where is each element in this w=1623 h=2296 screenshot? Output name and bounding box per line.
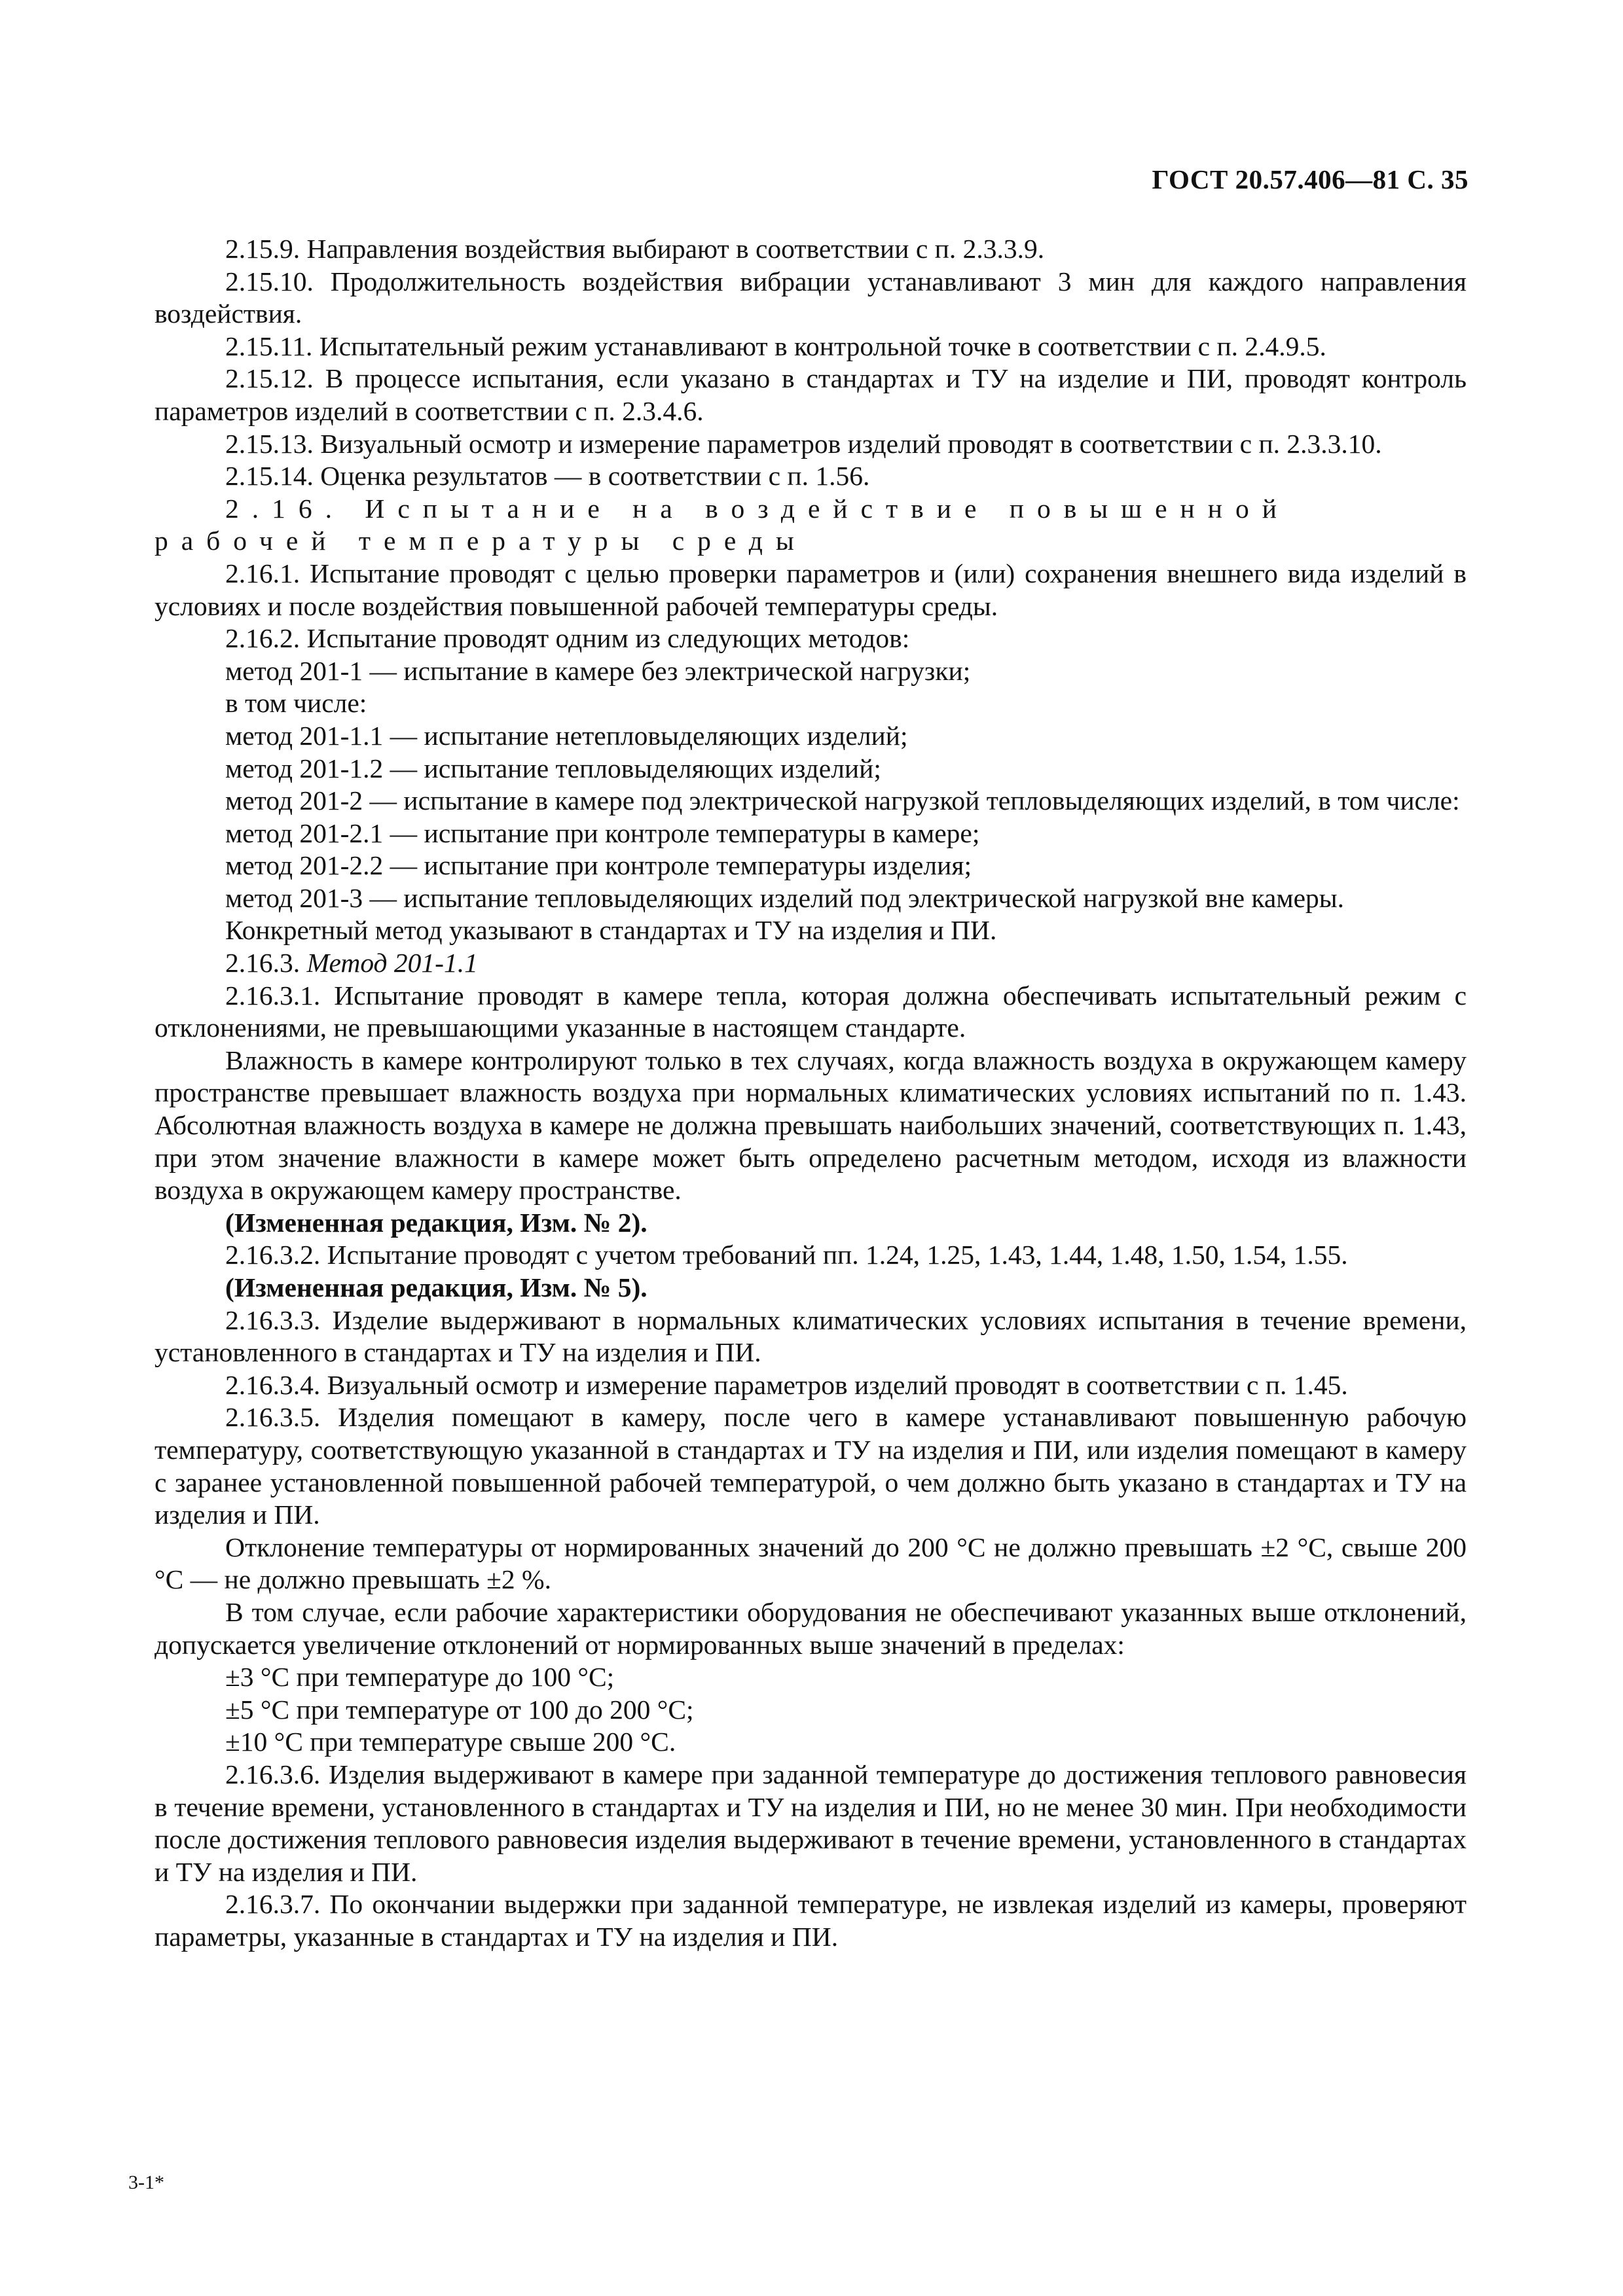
- paragraph-text: 2.15.10. Продолжительность воздействия вибрации устанавливают 3 мин для каждого направления воздействия.: [155, 266, 1467, 329]
- paragraph: [155, 980, 1467, 1045]
- paragraph-text: (Измененная редакция, Изм. № 5).: [225, 1272, 647, 1302]
- paragraph-text: 2.16.3.4. Визуальный осмотр и измерение параметров изделий проводят в соответствии с п. 1.45.: [225, 1369, 1348, 1400]
- paragraph-text: метод 201-3 — испытание тепловыделяющих изделий под электрической нагрузкой вне камеры.: [225, 882, 1345, 913]
- paragraph: [155, 720, 1467, 753]
- paragraph-text: 2.16.3.6. Изделия выдерживают в камере при заданной температуре до достижения теплового равновесия в течение времени, установленного в стандартах и ТУ на изделия и ПИ, но не менее 30 мин. При необходимости после достижения теплового равновесия изделия выдерживают в течение времени, установленного в стандартах и ТУ на изделия и ПИ.: [155, 1759, 1467, 1887]
- paragraph-text: метод 201-1 — испытание в камере без электрической нагрузки;: [225, 655, 971, 686]
- paragraph-text: метод 201-1.2 — испытание тепловыделяющих изделий;: [225, 753, 881, 783]
- paragraph-text: ±3 °С при температуре до 100 °С;: [225, 1662, 615, 1693]
- paragraph: [155, 363, 1467, 427]
- paragraph-text: Конкретный метод указывают в стандартах и ТУ на изделия и ПИ.: [225, 915, 997, 946]
- paragraph: [155, 428, 1467, 461]
- paragraph-text: метод 201-2.2 — испытание при контроле температуры изделия;: [225, 850, 972, 881]
- paragraph: [155, 687, 1467, 720]
- paragraph: [155, 947, 1467, 980]
- paragraph: [155, 1207, 1467, 1240]
- paragraph: [155, 1304, 1467, 1369]
- paragraph: [155, 882, 1467, 915]
- page-header: ГОСТ 20.57.406—81 С. 35: [1152, 164, 1468, 194]
- paragraph-text: 2.16.3.3. Изделие выдерживают в нормальных климатических условиях испытания в течение времени, установленного в стандартах и ТУ на изделия и ПИ.: [155, 1304, 1467, 1368]
- paragraph-text: метод 201-1.1 — испытание нетепловыделяющих изделий;: [225, 720, 908, 751]
- paragraph-text: 2.15.14. Оценка результатов — в соответствии с п. 1.56.: [225, 461, 870, 492]
- document-body: [155, 233, 1467, 1953]
- paragraph: [155, 817, 1467, 850]
- paragraph-text: 2.16.3.5. Изделия помещают в камеру, после чего в камере устанавливают повышенную рабочую температуру, соответствующую указанной в стандартах и ТУ на изделия и ПИ, или изделия помещают в камеру с заранее установленной повышенной рабочей температурой, о чем должно быть указано в стандартах и ТУ на изделия и ПИ.: [155, 1402, 1467, 1530]
- paragraph: [155, 493, 1467, 558]
- paragraph-text: метод 201-2 — испытание в камере под электрической нагрузкой тепловыделяющих изделий, в том числе:: [225, 785, 1460, 816]
- paragraph: [155, 850, 1467, 882]
- paragraph-text: Отклонение температуры от нормированных значений до 200 °С не должно превышать ±2 °С, свыше 200 °С — не должно превышать ±2 %.: [155, 1532, 1467, 1595]
- paragraph-text: (Измененная редакция, Изм. № 2).: [225, 1207, 647, 1238]
- paragraph-text: 2.16.3.7. По окончании выдержки при заданной температуре, не извлекая изделий из камеры, проверяют параметры, указанные в стандартах и ТУ на изделия и ПИ.: [155, 1889, 1467, 1952]
- paragraph: [155, 1726, 1467, 1759]
- paragraph: [155, 1596, 1467, 1661]
- paragraph-text: 2.16.3.2. Испытание проводят с учетом требований пп. 1.24, 1.25, 1.43, 1.44, 1.48, 1.50, 1.54, 1.55.: [225, 1240, 1348, 1270]
- paragraph-text: 2.15.11. Испытательный режим устанавливают в контрольной точке в соответствии с п. 2.4.9.5.: [225, 331, 1326, 361]
- paragraph-text: метод 201-2.1 — испытание при контроле температуры в камере;: [225, 817, 980, 848]
- paragraph: [155, 1272, 1467, 1304]
- paragraph-text: Влажность в камере контролируют только в тех случаях, когда влажность воздуха в окружающем камеру пространстве превышает влажность воздуха при нормальных климатических условиях испытаний по п. 1.43. Абсолютная влажность воздуха в камере не должна превышать наибольших значений, соответствующих п. 1.43, при этом значение влажности в камере может быть определено расчетным методом, исходя из влажности воздуха в окружающем камеру пространстве.: [155, 1045, 1467, 1206]
- paragraph-text: ±5 °С при температуре от 100 до 200 °С;: [225, 1694, 694, 1725]
- paragraph-text: 2.15.12. В процессе испытания, если указано в стандартах и ТУ на изделие и ПИ, проводят контроль параметров изделий в соответствии с п. 2.3.4.6.: [155, 363, 1467, 426]
- paragraph: [155, 1239, 1467, 1272]
- paragraph: [155, 460, 1467, 493]
- paragraph-text: 2.16.3.: [225, 948, 307, 978]
- paragraph: [155, 1369, 1467, 1402]
- paragraph: [155, 558, 1467, 622]
- paragraph: [155, 1401, 1467, 1531]
- paragraph-text: 2.16.3.1. Испытание проводят в камере тепла, которая должна обеспечивать испытательный режим с отклонениями, не превышающими указанные в настоящем стандарте.: [155, 980, 1467, 1043]
- paragraph-text: 2.16.2. Испытание проводят одним из следующих методов:: [225, 623, 910, 654]
- paragraph: [155, 785, 1467, 817]
- paragraph: [155, 1532, 1467, 1596]
- paragraph-text: В том случае, если рабочие характеристики оборудования не обеспечивают указанных выше отклонений, допускается увеличение отклонений от нормированных выше значений в пределах:: [155, 1596, 1467, 1660]
- paragraph-text: 2.15.9. Направления воздействия выбирают в соответствии с п. 2.3.3.9.: [225, 234, 1045, 264]
- paragraph-text: в том числе:: [225, 688, 367, 719]
- paragraph-text: 2.16. Испытание на воздействие повышенной рабочей температуры среды: [155, 493, 1290, 556]
- paragraph: [155, 266, 1467, 331]
- page-footer-mark: 3-1*: [128, 2172, 164, 2193]
- paragraph-text: ±10 °С при температуре свыше 200 °С.: [225, 1727, 676, 1757]
- paragraph: [155, 622, 1467, 655]
- paragraph: [155, 1694, 1467, 1727]
- paragraph: [155, 914, 1467, 947]
- paragraph: [155, 233, 1467, 266]
- paragraph-italic-text: Метод 201-1.1: [306, 948, 478, 978]
- paragraph: [155, 655, 1467, 688]
- paragraph: [155, 753, 1467, 785]
- paragraph: [155, 331, 1467, 363]
- paragraph: [155, 1888, 1467, 1953]
- paragraph: [155, 1759, 1467, 1888]
- paragraph: [155, 1661, 1467, 1694]
- paragraph: [155, 1045, 1467, 1207]
- paragraph-text: 2.15.13. Визуальный осмотр и измерение параметров изделий проводят в соответствии с п. 2.3.3.10.: [225, 428, 1382, 459]
- paragraph-text: 2.16.1. Испытание проводят с целью проверки параметров и (или) сохранения внешнего вида изделий в условиях и после воздействия повышенной рабочей температуры среды.: [155, 558, 1467, 621]
